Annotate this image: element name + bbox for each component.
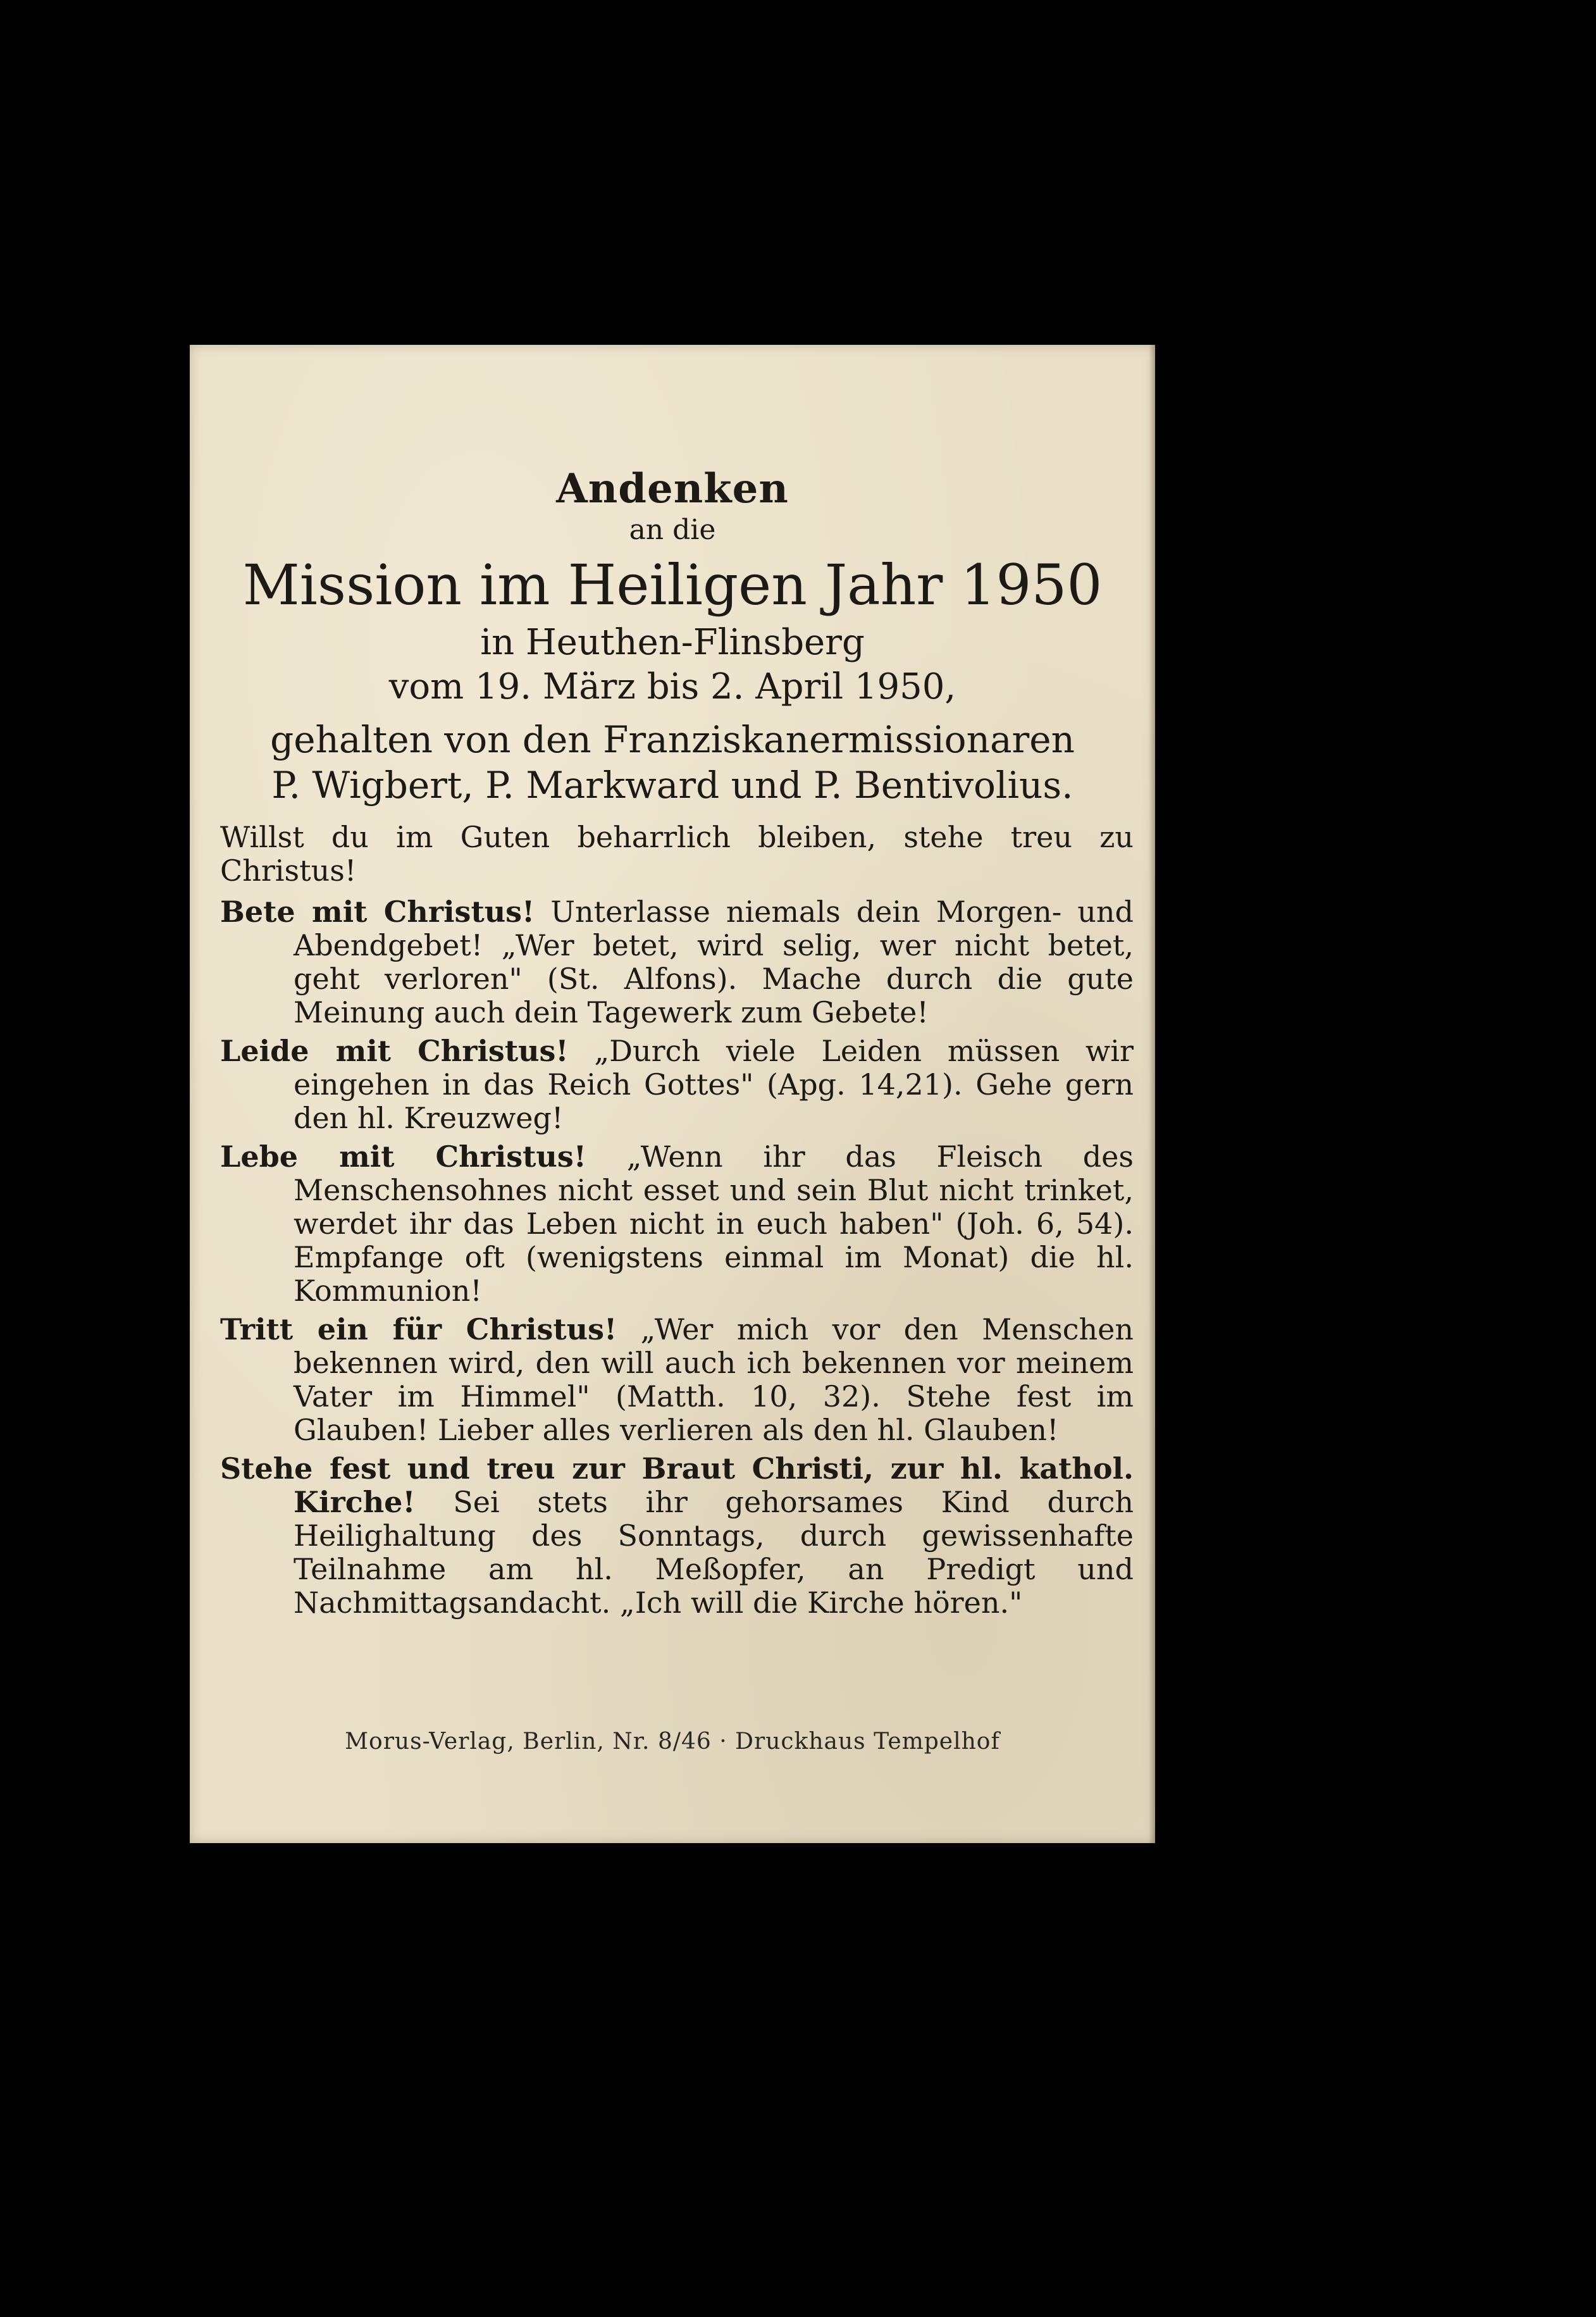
paragraph-text: „Durch viele Leiden müssen wir eingehen in das Reich Gottes" (Apg. 14,21). Gehe gern den hl. Kreuzweg!	[294, 1034, 1134, 1135]
paragraph-lebe	[220, 1140, 1134, 1308]
card-body	[220, 821, 1134, 1625]
paragraph-stehe	[220, 1452, 1134, 1620]
paragraph-lead: Lebe mit Christus!	[220, 1140, 586, 1174]
held-by-line-1: gehalten von den Franziskanermissionaren	[270, 718, 1075, 761]
mission-date: vom 19. März bis 2. April 1950,	[388, 666, 956, 707]
paragraph-lead: Bete mit Christus!	[220, 895, 535, 929]
paragraph-text: Unterlasse niemals dein Morgen- und Abendgebet! „Wer betet, wird selig, wer nicht betet, geht verloren" (St. Alfons). Mache durch die gute Meinung auch dein Tagewerk zum Gebete!	[294, 895, 1134, 1029]
memorial-card	[190, 345, 1155, 1843]
paragraph-bete	[220, 895, 1134, 1029]
paragraph-text: „Wenn ihr das Fleisch des Menschensohnes nicht esset und sein Blut nicht trinket, werdet ihr das Leben nicht in euch haben" (Joh. 6, 54). Empfange oft (wenigstens einmal im Monat) die hl. Kommunion!	[294, 1140, 1134, 1308]
title-mission: Mission im Heiligen Jahr 1950	[242, 552, 1103, 618]
mission-place: in Heuthen-Flinsberg	[480, 622, 865, 663]
paragraph-leide	[220, 1034, 1134, 1135]
paragraph-text: „Wer mich vor den Menschen bekennen wird, den will auch ich bekennen vor meinem Vater im Himmel" (Matth. 10, 32). Stehe fest im Glauben! Lieber alles verlieren als den hl. Glauben!	[294, 1312, 1134, 1447]
paragraph-lead: Leide mit Christus!	[220, 1034, 569, 1068]
card-header	[190, 464, 1155, 808]
paragraph-text: Sei stets ihr gehorsames Kind durch Heilighaltung des Sonntags, durch gewissenhafte Teilnahme am hl. Meßopfer, an Predigt und Nachmittagsandacht. „Ich will die Kirche hören."	[294, 1485, 1134, 1620]
paragraph-tritt	[220, 1313, 1134, 1447]
intro-text: Willst du im Guten beharrlich bleiben, stehe treu zu Christus!	[220, 820, 1134, 888]
publisher-footer: Morus-Verlag, Berlin, Nr. 8/46 · Druckhaus Tempelhof	[345, 1729, 1000, 1755]
title-an-die: an die	[629, 514, 716, 546]
paragraph-lead: Stehe fest und treu zur Braut Christi, zur hl. kathol. Kirche!	[220, 1451, 1134, 1519]
paragraph-lead: Tritt ein für Christus!	[220, 1312, 617, 1346]
held-by-line-2: P. Wigbert, P. Markward und P. Bentivolius.	[271, 764, 1073, 807]
title-andenken: Andenken	[556, 465, 789, 512]
